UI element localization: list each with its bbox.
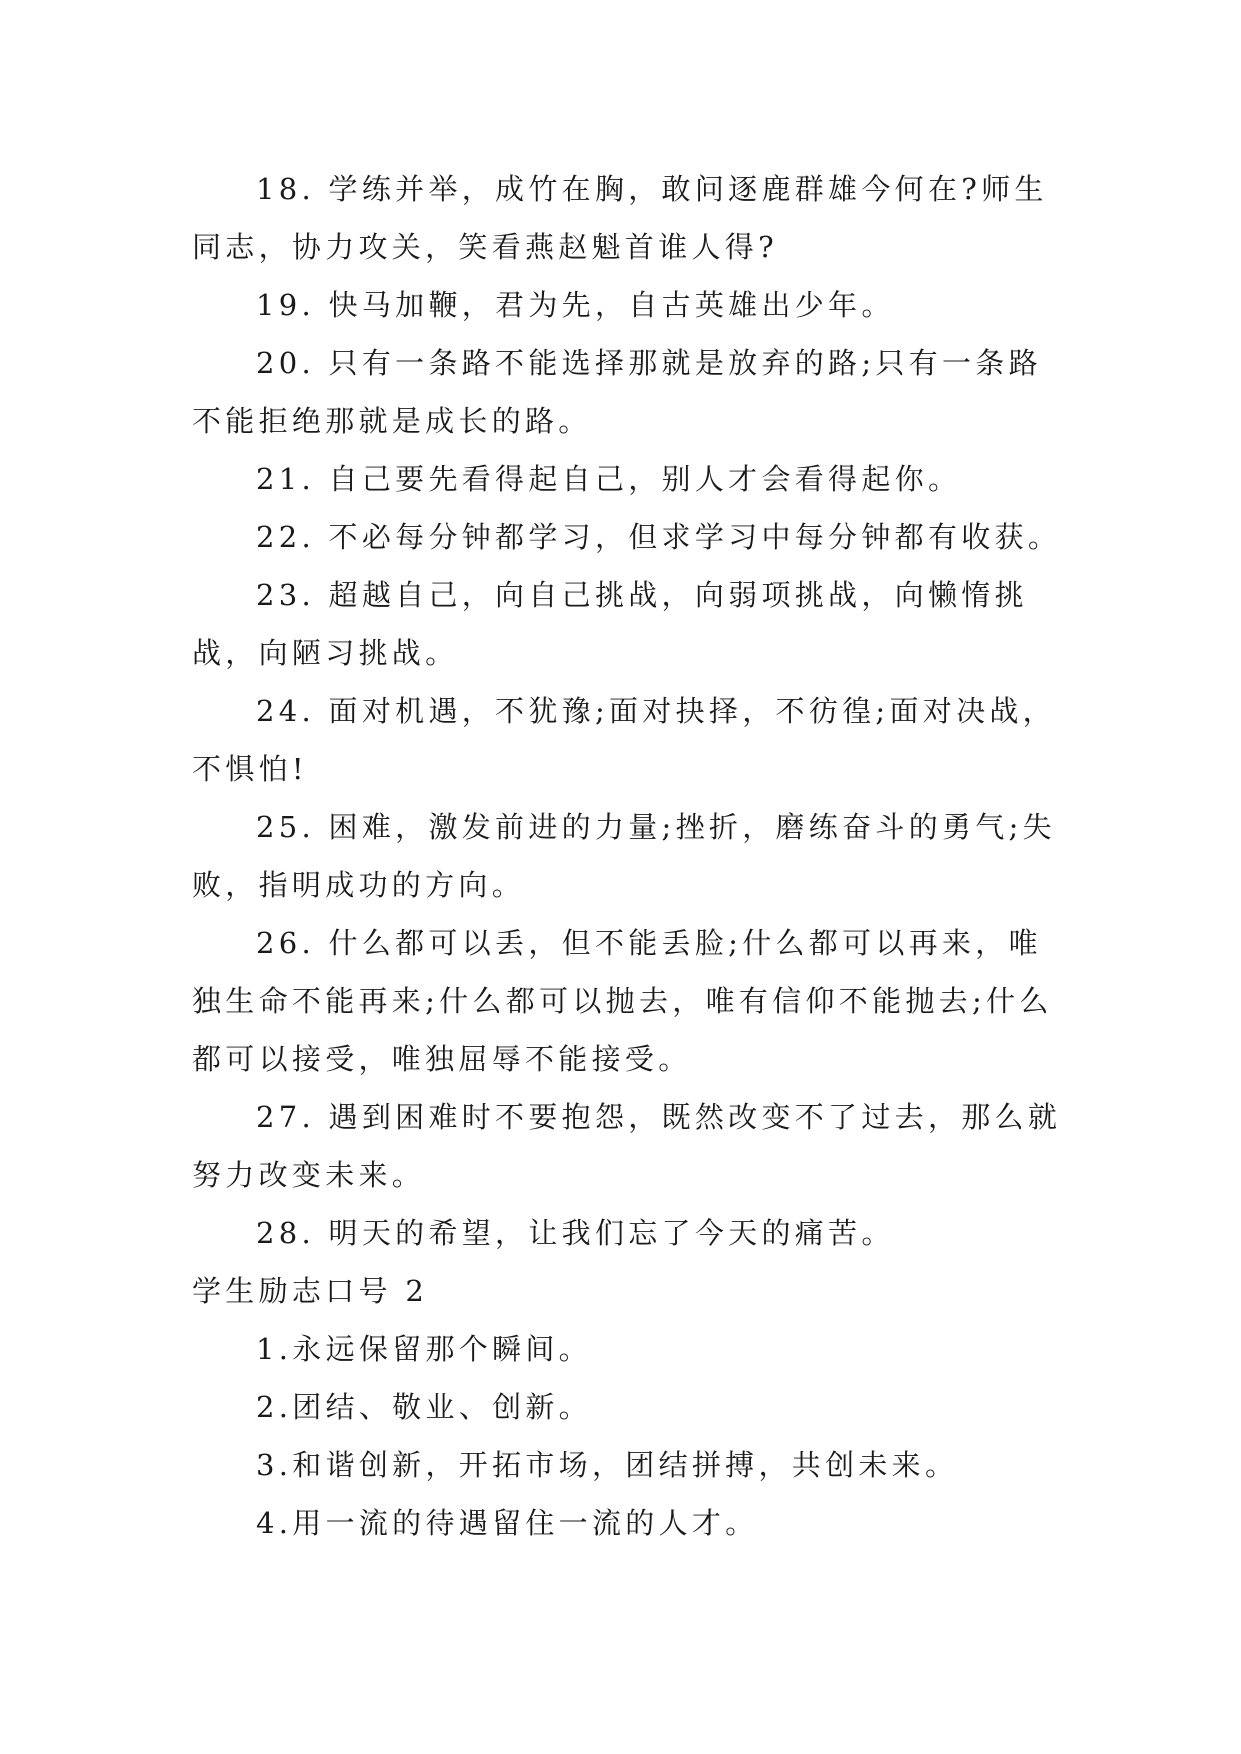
slogan-2-1: 1.永远保留那个瞬间。 <box>256 1332 592 1366</box>
slogan-25: 25. 困难，激发前进的力量;挫折，磨练奋斗的勇气;失败，指明成功的方向。 <box>192 810 1056 902</box>
slogan-2-2: 2.团结、敬业、创新。 <box>256 1390 592 1424</box>
slogan-26: 26. 什么都可以丢，但不能丢脸;什么都可以再来，唯独生命不能再来;什么都可以抛去，唯有信仰不能抛去;什么都可以接受，唯独屈辱不能接受。 <box>192 926 1053 1076</box>
slogan-18: 18. 学练并举，成竹在胸，敢问逐鹿群雄今何在?师生同志，协力攻关，笑看燕赵魁首谁人得? <box>192 172 1048 264</box>
document-body <box>192 160 1062 1552</box>
slogan-24: 24. 面对机遇，不犹豫;面对抉择，不彷徨;面对决战，不惧怕! <box>192 694 1056 786</box>
slogan-27: 27. 遇到困难时不要抱怨，既然改变不了过去，那么就努力改变未来。 <box>192 1100 1062 1192</box>
slogan-21: 21. 自己要先看得起自己，别人才会看得起你。 <box>256 462 962 496</box>
slogan-28: 28. 明天的希望，让我们忘了今天的痛苦。 <box>256 1216 895 1250</box>
slogan-2-4: 4.用一流的待遇留住一流的人才。 <box>256 1506 759 1540</box>
section-heading: 学生励志口号 2 <box>192 1274 429 1308</box>
slogan-23: 23. 超越自己，向自己挑战，向弱项挑战，向懒惰挑战，向陋习挑战。 <box>192 578 1028 670</box>
slogan-2-3: 3.和谐创新，开拓市场，团结拼搏，共创未来。 <box>256 1448 959 1482</box>
slogan-19: 19. 快马加鞭，君为先，自古英雄出少年。 <box>256 288 895 322</box>
slogan-22: 22. 不必每分钟都学习，但求学习中每分钟都有收获。 <box>256 520 1062 554</box>
slogan-20: 20. 只有一条路不能选择那就是放弃的路;只有一条路不能拒绝那就是成长的路。 <box>192 346 1042 438</box>
